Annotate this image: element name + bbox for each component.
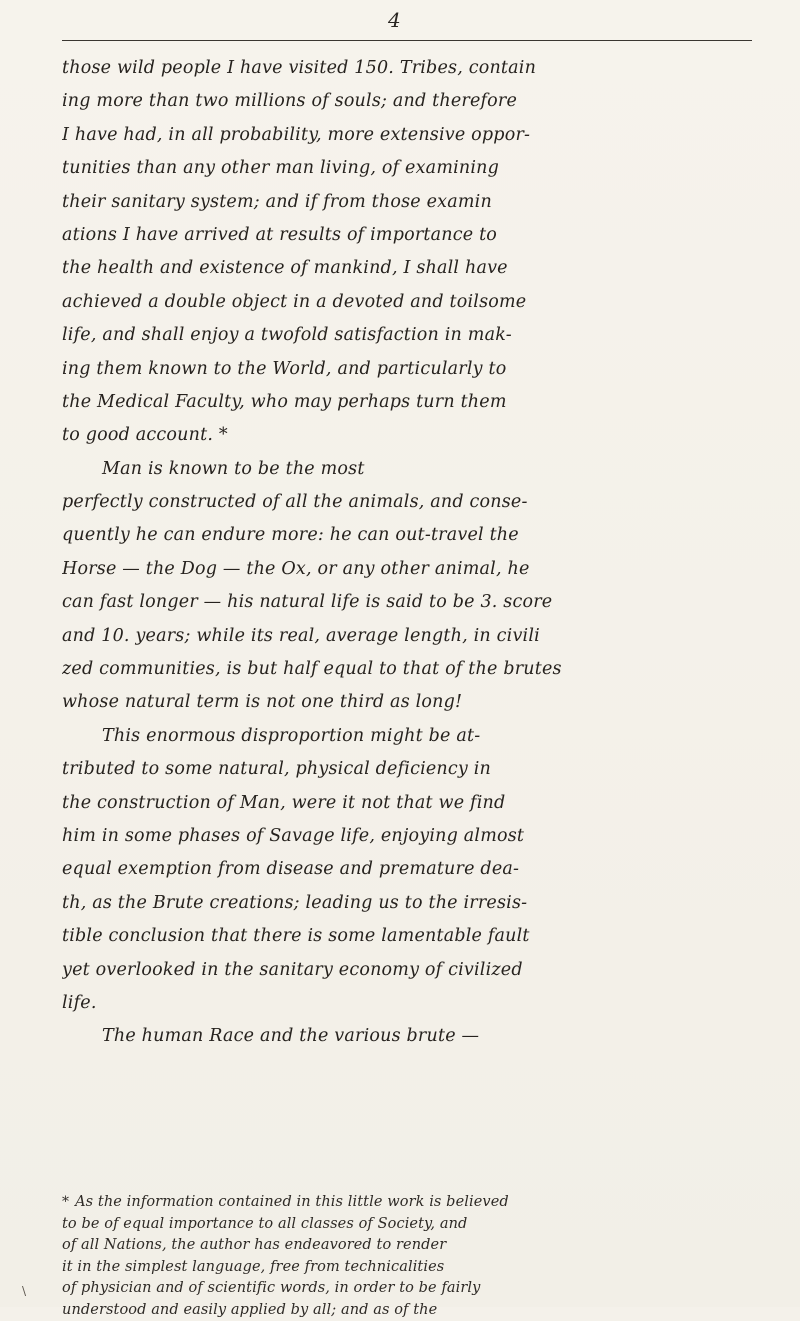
body-line: the health and existence of mankind, I shall have <box>62 252 752 285</box>
footnote-mark: * <box>62 1194 69 1210</box>
margin-mark: \ <box>22 1284 26 1298</box>
body-line: Horse — the Dog — the Ox, or any other animal, he <box>62 553 752 586</box>
body-line: him in some phases of Savage life, enjoying almost <box>62 820 752 853</box>
body-line: the Medical Faculty, who may perhaps turn them <box>62 386 752 419</box>
body-line: I have had, in all probability, more extensive oppor- <box>62 119 752 152</box>
body-line: yet overlooked in the sanitary economy of civilized <box>62 954 752 987</box>
footnote-text: understood and easily applied by all; and as of the <box>62 1302 437 1318</box>
body-line: equal exemption from disease and premature dea- <box>62 853 752 886</box>
body-line: perfectly constructed of all the animals, and conse- <box>62 486 752 519</box>
footnote-text: As the information contained in this little work is believed <box>75 1194 509 1210</box>
body-line: life. <box>62 987 752 1020</box>
footnote-line <box>62 1214 752 1236</box>
body-line: their sanitary system; and if from those examin <box>62 186 752 219</box>
body-text <box>62 52 752 1054</box>
footnote-text: of all Nations, the author has endeavored to render <box>62 1237 446 1253</box>
body-line: can fast longer — his natural life is said to be 3. score <box>62 586 752 619</box>
body-line: tunities than any other man living, of examining <box>62 152 752 185</box>
body-line: The human Race and the various brute — <box>62 1020 752 1053</box>
body-line: Man is known to be the most <box>62 453 752 486</box>
page-number: 4 <box>388 8 401 32</box>
body-line: tributed to some natural, physical deficiency in <box>62 753 752 786</box>
header-rule <box>62 40 752 41</box>
footnote-line <box>62 1257 752 1279</box>
footnote-line <box>62 1192 752 1214</box>
body-line: life, and shall enjoy a twofold satisfaction in mak- <box>62 319 752 352</box>
footnote-line <box>62 1278 752 1300</box>
body-line: to good account. * <box>62 419 752 452</box>
footnote-text: of physician and of scientific words, in order to be fairly <box>62 1280 480 1296</box>
footnote-text: to be of equal importance to all classes of Society, and <box>62 1216 467 1232</box>
footnote-text: it in the simplest language, free from technicalities <box>62 1259 444 1275</box>
body-line: This enormous disproportion might be at- <box>62 720 752 753</box>
body-line: achieved a double object in a devoted and toilsome <box>62 286 752 319</box>
footnote-line <box>62 1235 752 1257</box>
footnote <box>62 1192 752 1321</box>
body-line: whose natural term is not one third as long! <box>62 686 752 719</box>
body-line: the construction of Man, were it not that we find <box>62 787 752 820</box>
body-line: zed communities, is but half equal to that of the brutes <box>62 653 752 686</box>
body-line: ing more than two millions of souls; and therefore <box>62 85 752 118</box>
body-line: ing them known to the World, and particularly to <box>62 353 752 386</box>
body-line: and 10. years; while its real, average length, in civili <box>62 620 752 653</box>
body-line: those wild people I have visited 150. Tribes, contain <box>62 52 752 85</box>
body-line: quently he can endure more: he can out-travel the <box>62 519 752 552</box>
body-line: tible conclusion that there is some lamentable fault <box>62 920 752 953</box>
body-line: ations I have arrived at results of importance to <box>62 219 752 252</box>
body-line: th, as the Brute creations; leading us to the irresis- <box>62 887 752 920</box>
footnote-line <box>62 1300 752 1321</box>
